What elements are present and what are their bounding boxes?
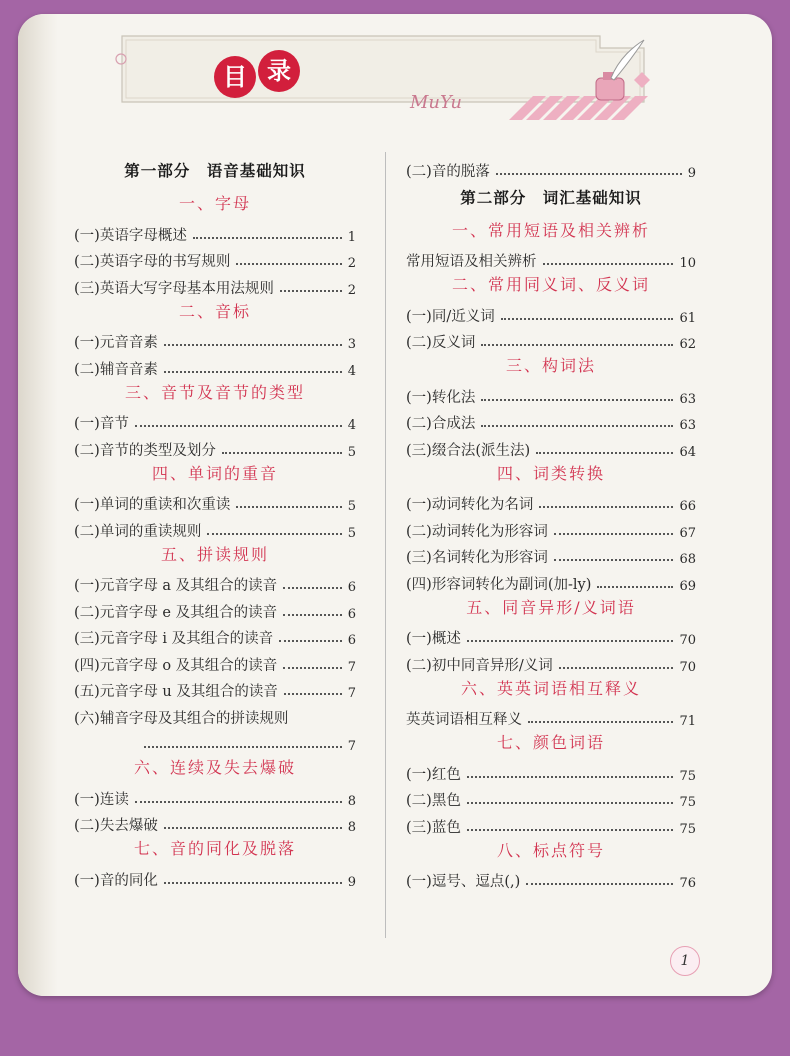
toc-entry-label: (一)音的同化 — [74, 872, 158, 889]
toc-right-column — [406, 154, 696, 891]
toc-entry[interactable] — [74, 569, 356, 596]
toc-entry-page: 3 — [347, 337, 356, 352]
toc-entry-page: 75 — [679, 795, 696, 810]
dot-leader — [193, 237, 342, 239]
toc-entry-page: 9 — [347, 874, 356, 890]
dot-leader — [279, 640, 342, 642]
toc-entry-label: (二)音节的类型及划分 — [74, 442, 216, 459]
toc-entry[interactable] — [406, 567, 696, 594]
dot-leader — [280, 290, 342, 292]
toc-title — [214, 50, 306, 98]
title-char-2: 录 — [258, 50, 300, 92]
toc-entry-page: 6 — [347, 580, 356, 595]
toc-entry-page: 10 — [679, 256, 696, 271]
toc-entry-label: (一)单词的重读和次重读 — [74, 497, 231, 513]
toc-entry[interactable] — [74, 407, 356, 434]
section-heading: 一、字母 — [178, 194, 251, 213]
toc-entry[interactable] — [74, 218, 356, 245]
dot-leader — [144, 746, 342, 748]
toc-entry[interactable] — [74, 488, 356, 515]
toc-entry-label: (二)合成法 — [406, 416, 476, 432]
dot-leader — [207, 533, 341, 535]
toc-entry-page: 2 — [347, 256, 356, 271]
dot-leader — [135, 801, 342, 803]
toc-entry-label: (二)动词转化为形容词 — [406, 523, 548, 540]
dot-leader — [554, 559, 674, 561]
dot-leader — [283, 614, 342, 616]
section-heading: 一、常用短语及相关辨析 — [451, 220, 650, 240]
dot-leader — [222, 452, 342, 454]
part-heading: 第二部分 词汇基础知识 — [460, 187, 642, 207]
section-heading: 四、单词的重音 — [151, 463, 278, 483]
toc-entry[interactable] — [74, 514, 356, 541]
dot-leader — [283, 587, 342, 589]
dot-leader — [164, 882, 342, 884]
toc-entry[interactable] — [74, 433, 356, 460]
dot-leader — [164, 827, 342, 829]
dot-leader — [526, 883, 673, 885]
toc-entry-page: 6 — [347, 633, 356, 648]
dot-leader — [135, 425, 342, 427]
toc-entry-label: (二)音的脱落 — [406, 163, 490, 180]
toc-entry-page: 64 — [679, 444, 696, 460]
toc-entry-page: 1 — [347, 229, 356, 245]
toc-entry-label: (一)英语字母概述 — [74, 227, 187, 244]
toc-entry[interactable] — [406, 245, 696, 272]
section-heading: 八、标点符号 — [496, 840, 605, 860]
toc-entry-label: (五)元音字母 u 及其组合的读音 — [74, 684, 278, 700]
dot-leader — [284, 693, 342, 695]
toc-entry-label: (一)转化法 — [406, 389, 476, 406]
toc-entry-label: (一)元音音素 — [74, 335, 158, 351]
toc-entry-label: (二)辅音音素 — [74, 361, 158, 378]
toc-entry-page: 9 — [687, 165, 696, 181]
toc-entry-page: 70 — [679, 633, 696, 648]
toc-entry[interactable] — [406, 514, 696, 541]
toc-entry[interactable] — [74, 782, 356, 809]
toc-entry[interactable] — [74, 245, 356, 272]
part-heading: 第一部分 语音基础知识 — [124, 161, 306, 180]
title-char-1: 目 — [214, 56, 256, 98]
dot-leader — [164, 344, 342, 346]
section-heading: 二、常用同义词、反义词 — [451, 275, 650, 294]
toc-entry[interactable] — [406, 326, 696, 353]
toc-entry-page: 69 — [679, 578, 696, 594]
section-heading: 五、拼读规则 — [160, 544, 269, 564]
toc-entry-page: 67 — [679, 525, 696, 541]
toc-entry-page: 7 — [347, 739, 356, 754]
toc-entry-label: (一)逗号、逗点(,) — [406, 874, 521, 890]
toc-entry-page: 63 — [679, 418, 696, 433]
toc-entry-page: 4 — [347, 418, 356, 433]
dot-leader — [559, 667, 674, 669]
toc-entry-label: (四)元音字母 o 及其组合的读音 — [74, 657, 278, 674]
toc-entry-page: 76 — [679, 876, 696, 891]
toc-entry-label: 常用短语及相关辨析 — [406, 254, 537, 270]
toc-entry-page: 70 — [679, 659, 696, 675]
toc-entry-label: (一)概述 — [406, 631, 461, 647]
toc-entry-page: 75 — [679, 821, 696, 837]
toc-entry[interactable] — [406, 622, 696, 649]
toc-entry-label: (一)红色 — [406, 766, 461, 783]
toc-entry-label: (三)英语大写字母基本用法规则 — [74, 280, 274, 297]
toc-left-column — [74, 154, 356, 890]
toc-entry-page: 71 — [679, 714, 696, 729]
toc-entry-label: (二)英语字母的书写规则 — [74, 254, 231, 270]
toc-entry[interactable] — [406, 865, 696, 892]
toc-entry-label: (二)单词的重读规则 — [74, 523, 202, 540]
toc-entry-label: (三)名词转化为形容词 — [406, 550, 548, 566]
toc-entry-label: (二)反义词 — [406, 335, 476, 351]
toc-entry[interactable] — [406, 541, 696, 568]
toc-entry[interactable] — [406, 810, 696, 837]
section-heading: 二、音标 — [178, 301, 251, 321]
toc-entry[interactable] — [74, 595, 356, 622]
toc-entry-page: 62 — [679, 337, 696, 352]
toc-entry-page: 68 — [679, 552, 696, 567]
toc-entry-label: (一)连读 — [74, 791, 129, 808]
section-heading: 三、构词法 — [505, 356, 596, 375]
dot-leader — [496, 173, 682, 175]
toc-entry-label: (二)初中同音异形/义词 — [406, 657, 553, 674]
toc-entry[interactable] — [406, 784, 696, 811]
dot-leader — [597, 586, 673, 588]
toc-entry-page: 61 — [679, 310, 696, 326]
dot-leader — [164, 371, 342, 373]
dot-leader — [481, 399, 673, 401]
dot-leader — [467, 829, 674, 831]
toc-entry[interactable] — [74, 809, 356, 836]
dot-leader — [536, 452, 673, 454]
toc-entry[interactable] — [406, 299, 696, 326]
dot-leader — [467, 640, 674, 642]
toc-entry-page: 5 — [347, 444, 356, 460]
toc-entry-page: 8 — [347, 793, 356, 809]
toc-entry[interactable] — [74, 326, 356, 353]
dot-leader — [283, 667, 341, 669]
toc-entry[interactable] — [406, 380, 696, 407]
toc-entry-page: 75 — [679, 768, 696, 784]
toc-entry-label: (一)同/近义词 — [406, 308, 495, 325]
toc-entry-label: (一)动词转化为名词 — [406, 497, 534, 513]
page-number: 1 — [670, 946, 700, 976]
toc-entry[interactable] — [74, 648, 356, 675]
toc-entry-label: 英英词语相互释义 — [406, 712, 522, 728]
column-divider — [385, 152, 386, 938]
dot-leader — [543, 263, 674, 265]
toc-entry[interactable] — [406, 703, 696, 730]
dot-leader — [236, 263, 341, 265]
dot-leader — [539, 506, 673, 508]
dot-leader — [528, 721, 673, 723]
section-heading: 六、英英词语相互释义 — [460, 678, 641, 698]
page-spine-shadow — [18, 14, 58, 996]
toc-entry-label: (四)形容词转化为副词(加-ly) — [406, 576, 592, 593]
toc-entry[interactable] — [74, 271, 356, 298]
dot-leader — [236, 506, 341, 508]
toc-entry[interactable] — [406, 433, 696, 460]
toc-entry[interactable] — [74, 675, 356, 702]
toc-entry-page: 7 — [347, 659, 356, 675]
toc-entry[interactable] — [406, 648, 696, 675]
section-heading: 六、连续及失去爆破 — [133, 758, 296, 777]
dot-leader — [501, 318, 674, 320]
toc-entry[interactable] — [406, 488, 696, 515]
toc-entry-label: (二)黑色 — [406, 793, 461, 809]
header-script: MuYu — [410, 92, 462, 113]
toc-entry-label: (三)蓝色 — [406, 819, 461, 836]
toc-entry[interactable] — [406, 407, 696, 434]
section-heading: 五、同音异形/义词语 — [466, 597, 636, 617]
toc-entry-page: 2 — [347, 282, 356, 298]
toc-entry-page: 6 — [347, 606, 356, 622]
toc-entry-page: 66 — [679, 499, 696, 514]
toc-entry-label: (三)缀合法(派生法) — [406, 442, 531, 459]
toc-entry[interactable] — [74, 863, 356, 890]
section-heading: 七、颜色词语 — [496, 733, 605, 752]
toc-entry-page: 8 — [347, 820, 356, 835]
toc-entry-label: (六)辅音字母及其组合的拼读规则 — [74, 710, 289, 727]
toc-entry-page: 63 — [679, 391, 696, 407]
toc-entry[interactable] — [74, 728, 356, 755]
dot-leader — [481, 425, 673, 427]
toc-entry-page: 7 — [347, 686, 356, 701]
toc-entry[interactable] — [74, 352, 356, 379]
toc-entry-label: (一)音节 — [74, 416, 129, 432]
section-heading: 七、音的同化及脱落 — [133, 839, 296, 858]
header-banner — [114, 28, 654, 126]
toc-entry-page: 5 — [347, 499, 356, 514]
book-page — [18, 14, 772, 996]
toc-entry[interactable] — [406, 757, 696, 784]
toc-entry[interactable] — [74, 701, 356, 728]
toc-entry-label: (二)元音字母 e 及其组合的读音 — [74, 604, 278, 621]
dot-leader — [467, 802, 674, 804]
toc-entry[interactable] — [74, 622, 356, 649]
toc-entry-page: 4 — [347, 363, 356, 379]
dot-leader — [554, 533, 674, 535]
toc-entry-label: (三)元音字母 i 及其组合的读音 — [74, 631, 274, 647]
toc-entry-page: 5 — [347, 525, 356, 541]
section-heading: 四、词类转换 — [496, 463, 605, 483]
dot-leader — [481, 344, 673, 346]
toc-entry-label: (一)元音字母 a 及其组合的读音 — [74, 578, 278, 594]
toc-entry-label: (二)失去爆破 — [74, 818, 158, 834]
dot-leader — [467, 776, 674, 778]
section-heading: 三、音节及音节的类型 — [124, 382, 305, 402]
toc-entry[interactable] — [406, 154, 696, 181]
